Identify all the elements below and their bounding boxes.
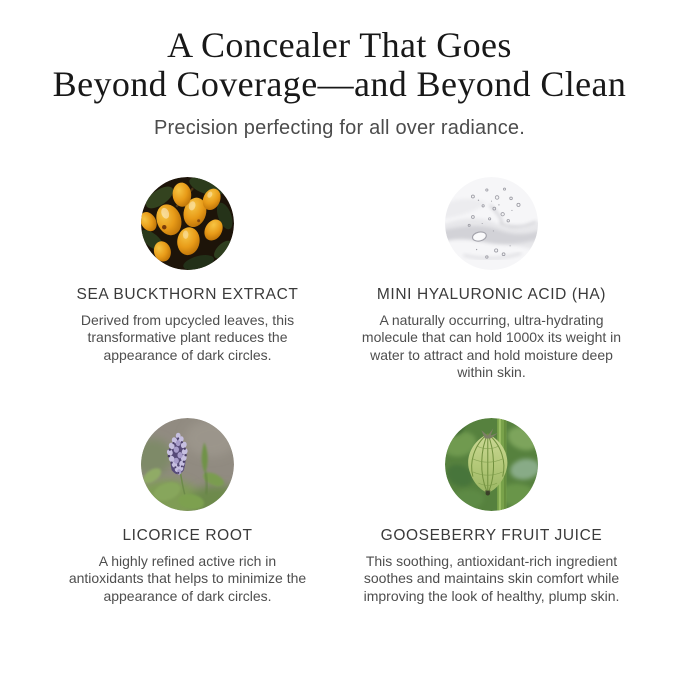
- clear-gel-texture-photo: [445, 177, 538, 270]
- page-title: [0, 26, 679, 104]
- ingredient-card-sea-buckthorn: [40, 177, 336, 365]
- ingredient-name: MINI HYALURONIC ACID (HA): [376, 285, 607, 303]
- ingredient-description: A naturally occurring, ultra-hydrating molecule that can hold 1000x its weight in water to attract and hold moisture deep within skin.: [361, 311, 622, 381]
- header: [0, 0, 679, 140]
- ingredient-card-licorice-root: [40, 418, 336, 606]
- ingredient-name: SEA BUCKTHORN EXTRACT: [76, 285, 299, 303]
- sea-buckthorn-berries-photo: [141, 177, 234, 270]
- ingredient-image-circle: [445, 177, 538, 270]
- ingredient-card-hyaluronic-acid: [344, 177, 640, 382]
- page-title-line1: A Concealer That Goes: [167, 25, 512, 65]
- ingredient-name: LICORICE ROOT: [122, 526, 253, 544]
- ingredient-image-circle: [445, 418, 538, 511]
- ingredient-grid: [40, 177, 640, 606]
- ingredient-image-circle: [141, 177, 234, 270]
- ingredient-card-gooseberry: [344, 418, 640, 606]
- ingredient-description: This soothing, antioxidant-rich ingredient soothes and maintains skin comfort while improving the look of healthy, plump skin.: [363, 552, 620, 604]
- licorice-flower-photo: [141, 418, 234, 511]
- ingredient-name: GOOSEBERRY FRUIT JUICE: [380, 526, 603, 544]
- gooseberry-husk-photo: [445, 418, 538, 511]
- page-subtitle: Precision perfecting for all over radiance.: [153, 116, 525, 139]
- ingredient-description: A highly refined active rich in antioxidants that helps to minimize the appearance of dark circles.: [68, 552, 307, 604]
- ingredient-description: Derived from upcycled leaves, this transformative plant reduces the appearance of dark circles.: [80, 311, 295, 363]
- ingredient-image-circle: [141, 418, 234, 511]
- page-title-line2: Beyond Coverage—and Beyond Clean: [52, 63, 627, 104]
